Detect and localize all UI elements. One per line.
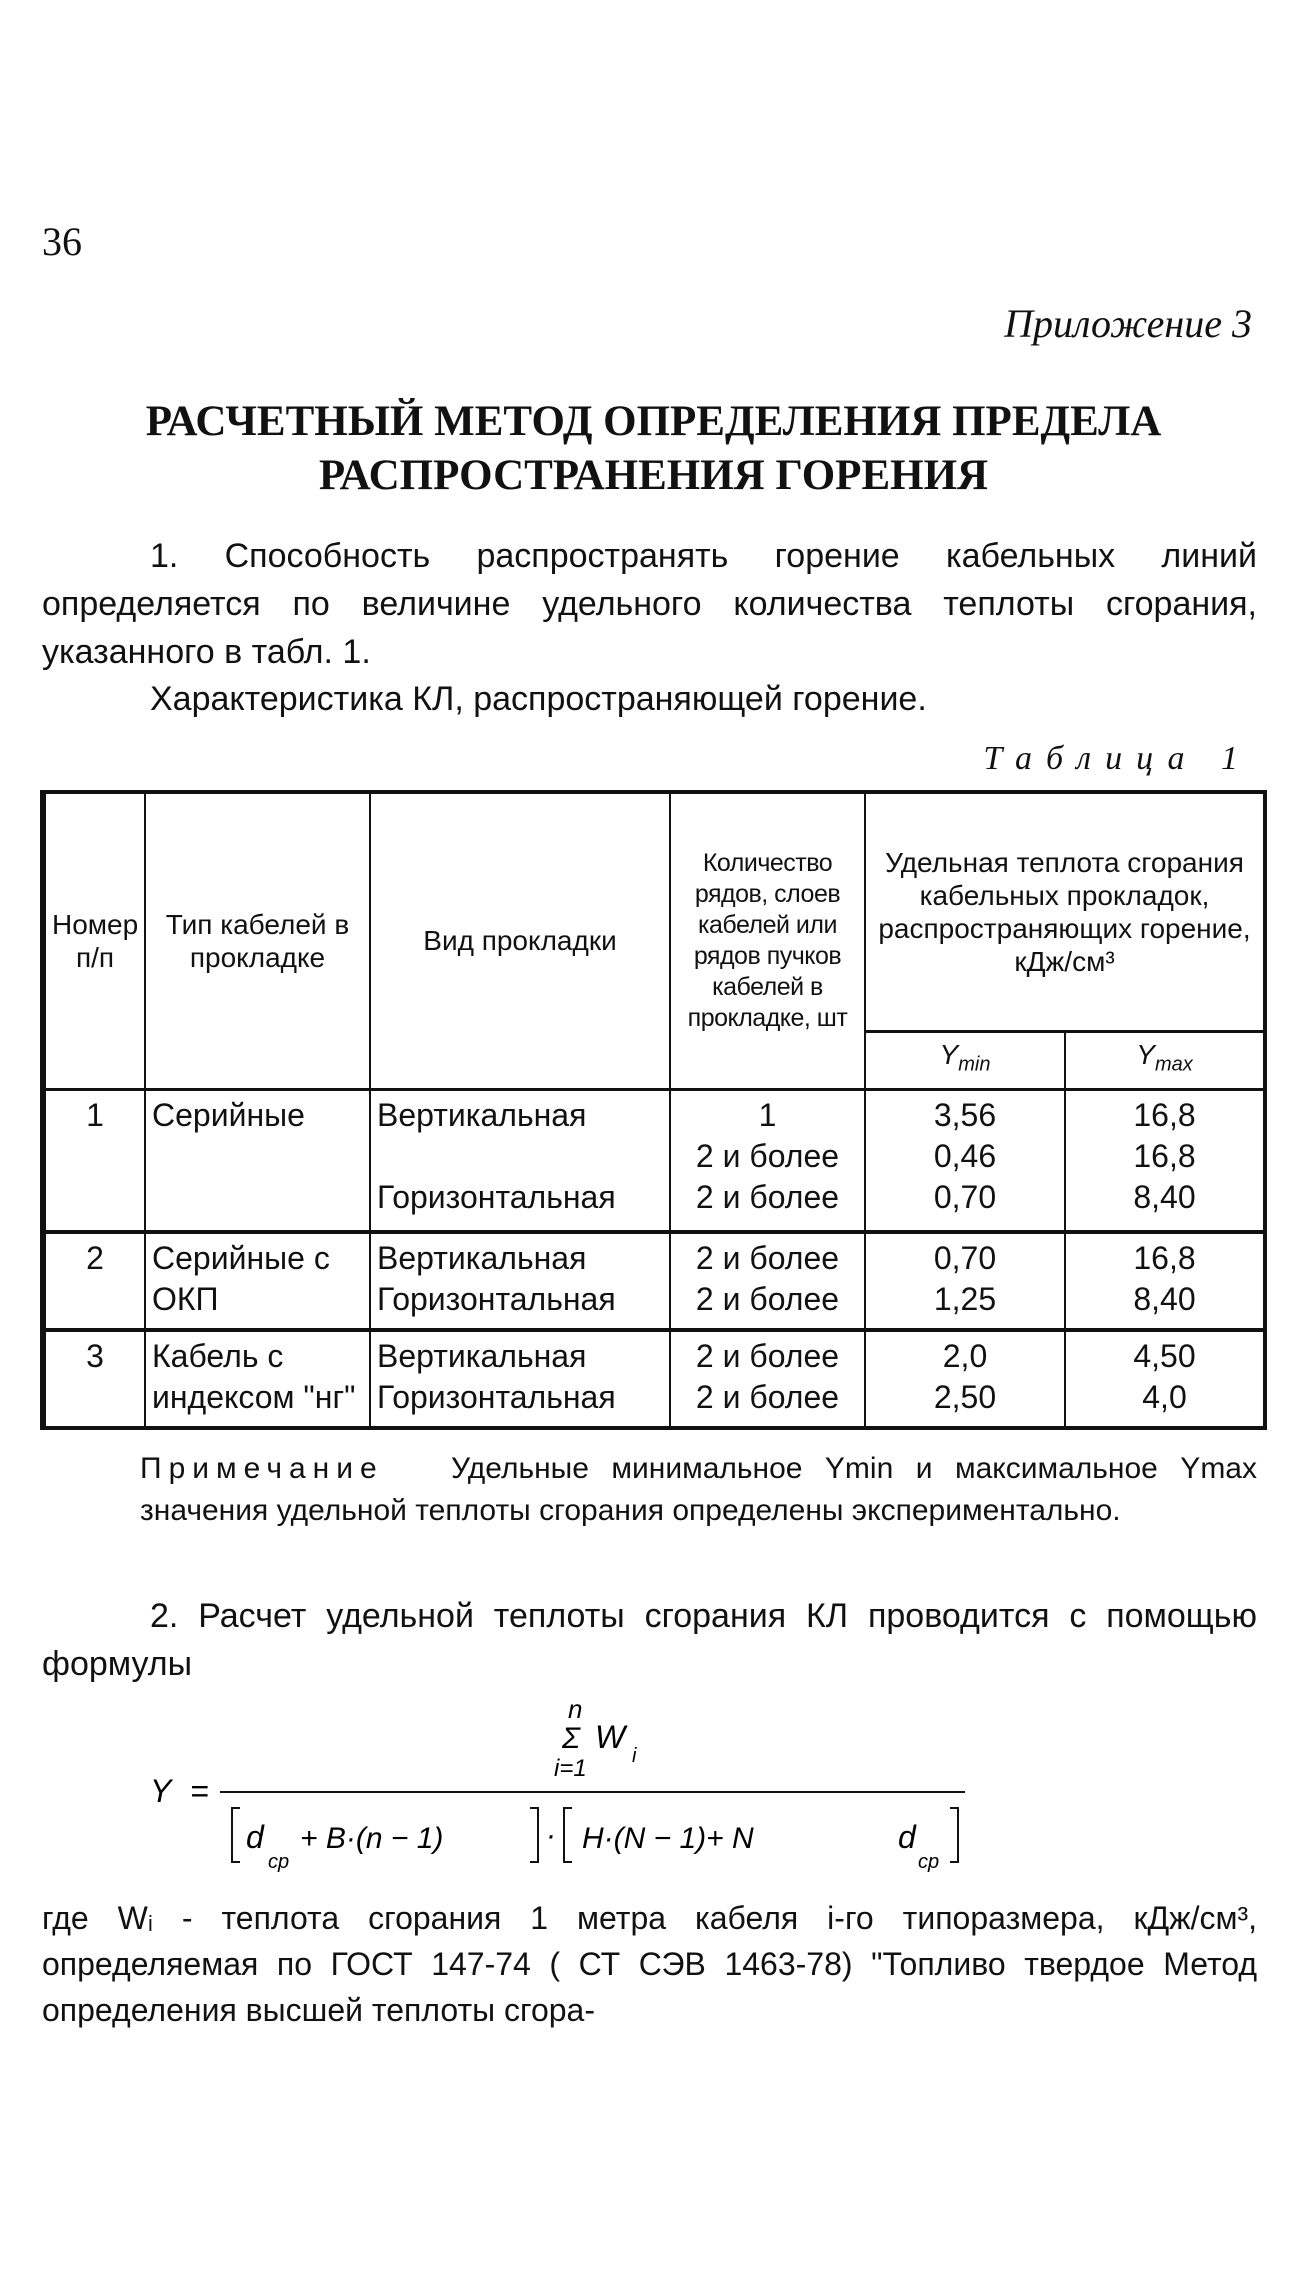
row-ymin <box>865 1232 1065 1330</box>
laying-line: Вертикальная <box>377 1239 587 1276</box>
header-count: Количество рядов, слоев кабелей или рядов пучков кабелей в прокладке, шт <box>670 794 865 1089</box>
ymin-value: 0,70 <box>933 1239 997 1276</box>
row-laying <box>370 1089 670 1232</box>
row-count <box>670 1089 865 1232</box>
ymin-value: 1,25 <box>933 1280 997 1317</box>
count-line: 1 <box>758 1096 777 1133</box>
ymin-value: 2,50 <box>933 1378 997 1415</box>
ymax-value: 8,40 <box>1133 1280 1196 1317</box>
row-laying <box>370 1330 670 1426</box>
row-ymax <box>1065 1232 1264 1330</box>
row-cable-type: Серийные с ОКП <box>145 1232 370 1330</box>
formula-den-right-sub: cp <box>918 1851 940 1873</box>
ymax-symbol: Y <box>1136 1039 1155 1071</box>
row-count <box>670 1232 865 1330</box>
formula <box>150 1690 970 1880</box>
header-cable-type: Тип кабелей в прокладке <box>145 794 370 1089</box>
right-bracket-close <box>950 1808 958 1862</box>
formula-den-left-sub: cp <box>268 1851 290 1873</box>
row-ymin <box>865 1330 1065 1426</box>
laying-line: Горизонтальная <box>377 1280 616 1317</box>
row-cable-type: Кабель с индексом "нг" <box>145 1330 370 1426</box>
formula-den-right-d: d <box>898 1819 916 1855</box>
title-line-1: РАСЧЕТНЫЙ МЕТОД ОПРЕДЕЛЕНИЯ ПРЕДЕЛА <box>145 398 1162 445</box>
header-heat: Удельная теплота сгорания кабельных прокладок, распространяющих горение, кДж/см³ <box>865 794 1264 1031</box>
count-line: 2 и более <box>695 1137 840 1174</box>
row-laying <box>370 1232 670 1330</box>
document-title <box>40 395 1267 503</box>
formula-numerator-sub: i <box>632 1745 637 1767</box>
left-bracket-open <box>232 1808 240 1862</box>
note-text: Удельные минимальное Ymin и максимальное Ymax значения удельной теплоты сгорания определены экспериментально. <box>140 1452 1257 1527</box>
table-row <box>45 1232 1264 1330</box>
ymax-value: 8,40 <box>1133 1178 1196 1215</box>
ymax-subscript: max <box>1154 1053 1193 1076</box>
ymin-value: 2,0 <box>942 1337 988 1374</box>
formula-sum-bottom: i=1 <box>554 1755 587 1782</box>
paragraph-3: 2. Расчет удельной теплоты сгорания КЛ проводится с помощью формулы <box>42 1597 1257 1683</box>
count-line: 2 и более <box>695 1378 840 1415</box>
count-line: 2 и более <box>695 1280 840 1317</box>
count-line: 2 и более <box>695 1178 840 1215</box>
table-note <box>140 1448 1257 1532</box>
page-number: 36 <box>42 219 82 264</box>
formula-equals: = <box>190 1773 209 1809</box>
laying-line: Горизонтальная <box>377 1378 616 1415</box>
row-count <box>670 1330 865 1426</box>
ymax-value: 4,0 <box>1142 1378 1187 1415</box>
row-number: 1 <box>45 1089 145 1232</box>
left-bracket-close <box>530 1808 538 1862</box>
ymax-value: 16,8 <box>1133 1137 1196 1174</box>
row-ymin <box>865 1089 1065 1232</box>
ymin-subscript: min <box>958 1053 991 1076</box>
data-table-frame <box>40 790 1267 1430</box>
paragraph-4: где Wᵢ - теплота сгорания 1 метра кабеля i-го типоразмера, кДж/см³, определяемая по ГОСТ 147-74 ( СТ СЭВ 1463-78) "Топливо твердое Метод определения высшей теплоты сгора- <box>42 1900 1257 2028</box>
table-row <box>45 1330 1264 1426</box>
count-line: 2 и более <box>695 1239 840 1276</box>
row-number: 3 <box>45 1330 145 1426</box>
count-line: 2 и более <box>695 1337 840 1374</box>
header-ymax <box>1065 1031 1264 1089</box>
header-number: Номер п/п <box>45 794 145 1089</box>
row-cable-type: Серийные <box>145 1089 370 1232</box>
formula-svg <box>150 1690 970 1880</box>
formula-dot: · <box>546 1819 556 1852</box>
table-row <box>45 1089 1264 1232</box>
laying-line <box>377 1136 663 1177</box>
note-label: Примечание <box>140 1452 384 1485</box>
ymax-value: 16,8 <box>1133 1239 1196 1276</box>
ymax-value: 16,8 <box>1133 1096 1196 1133</box>
formula-den-left: d <box>246 1819 264 1855</box>
laying-line: Вертикальная <box>377 1096 587 1133</box>
right-bracket-open <box>564 1808 572 1862</box>
formula-lhs: Y <box>150 1773 172 1809</box>
ymax-value: 4,50 <box>1133 1337 1196 1374</box>
row-ymax <box>1065 1089 1264 1232</box>
ymin-value: 0,70 <box>933 1178 997 1215</box>
formula-sum-top: n <box>568 1694 583 1724</box>
ymin-value: 3,56 <box>933 1096 997 1133</box>
formula-den-right: H·(N − 1)+ N <box>582 1822 754 1855</box>
title-line-2: РАСПРОСТРАНЕНИЯ ГОРЕНИЯ <box>318 452 989 499</box>
formula-sum-sign: Σ <box>562 1722 580 1755</box>
laying-line: Горизонтальная <box>377 1178 616 1215</box>
formula-numerator: W <box>595 1719 626 1755</box>
header-laying: Вид прокладки <box>370 794 670 1089</box>
paragraph-2: Характеристика КЛ, распространяющей горение. <box>150 680 927 718</box>
ymin-symbol: Y <box>939 1039 959 1071</box>
laying-line: Вертикальная <box>377 1337 587 1374</box>
header-ymin <box>865 1031 1065 1089</box>
row-number: 2 <box>45 1232 145 1330</box>
formula-den-left-rest: + B·(n − 1) <box>300 1822 444 1855</box>
heat-table <box>44 794 1265 1426</box>
row-ymax <box>1065 1330 1264 1426</box>
table-caption: Таблица 1 <box>983 740 1252 777</box>
paragraph-1: 1. Способность распространять горение кабельных линий определяется по величине удельного количества теплоты сгорания, указанного в табл. 1. <box>42 537 1257 671</box>
ymin-value: 0,46 <box>933 1137 997 1174</box>
appendix-label: Приложение 3 <box>1004 301 1252 346</box>
